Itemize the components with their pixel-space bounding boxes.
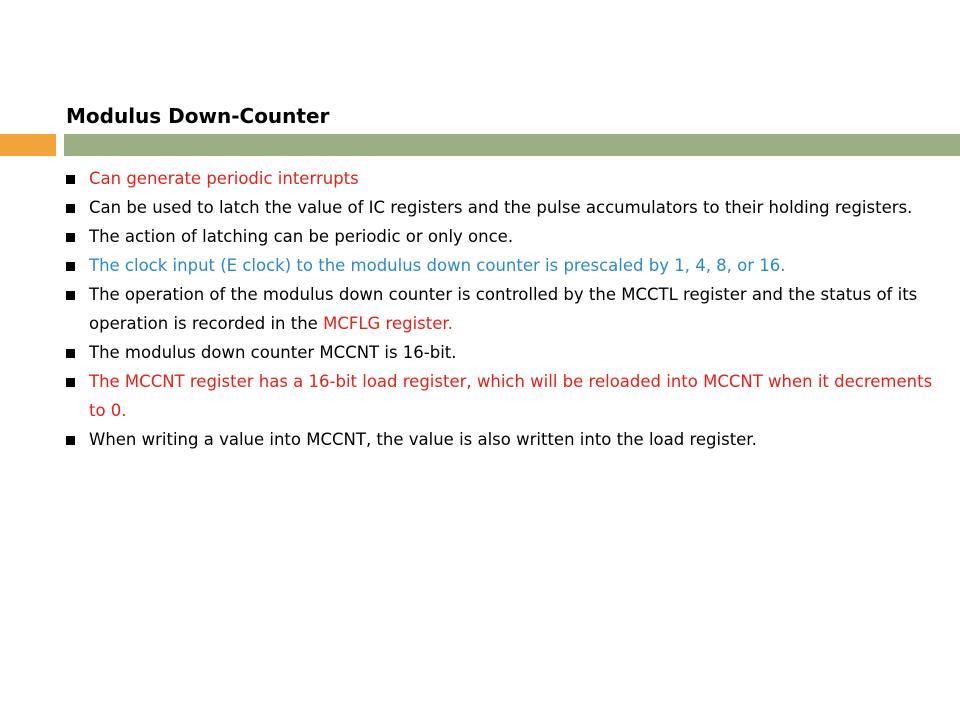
bullet-list — [66, 164, 946, 454]
square-bullet-icon — [66, 233, 75, 242]
bullet-text: Can be used to latch the value of IC registers and the pulse accumulators to their holding registers. — [89, 198, 913, 217]
bullet-text: The operation of the modulus down counter is controlled by the MCCTL register and the status of its operation is recorded in the — [89, 285, 918, 333]
accent-stub — [0, 134, 56, 156]
bullet-item — [66, 251, 946, 280]
bullet-item — [66, 367, 946, 425]
bullet-item — [66, 338, 946, 367]
bullet-highlight-text: MCFLG register. — [323, 314, 453, 333]
square-bullet-icon — [66, 204, 75, 213]
bullet-item — [66, 222, 946, 251]
slide-title: Modulus Down-Counter — [66, 104, 330, 128]
bullet-text: The modulus down counter MCCNT is 16-bit. — [89, 343, 457, 362]
square-bullet-icon — [66, 436, 75, 445]
square-bullet-icon — [66, 378, 75, 387]
bullet-text: The action of latching can be periodic or only once. — [89, 227, 514, 246]
accent-bar — [64, 134, 960, 156]
square-bullet-icon — [66, 349, 75, 358]
bullet-item — [66, 164, 946, 193]
square-bullet-icon — [66, 291, 75, 300]
square-bullet-icon — [66, 262, 75, 271]
bullet-text: Can generate periodic interrupts — [89, 169, 359, 188]
bullet-text: The clock input (E clock) to the modulus down counter is prescaled by 1, 4, 8, or 16. — [89, 256, 786, 275]
bullet-item — [66, 425, 946, 454]
bullet-text: When writing a value into MCCNT, the value is also written into the load register. — [89, 430, 757, 449]
bullet-item — [66, 280, 946, 338]
bullet-text: The MCCNT register has a 16-bit load register, which will be reloaded into MCCNT when it decrements to 0. — [89, 372, 933, 420]
square-bullet-icon — [66, 175, 75, 184]
bullet-item — [66, 193, 946, 222]
